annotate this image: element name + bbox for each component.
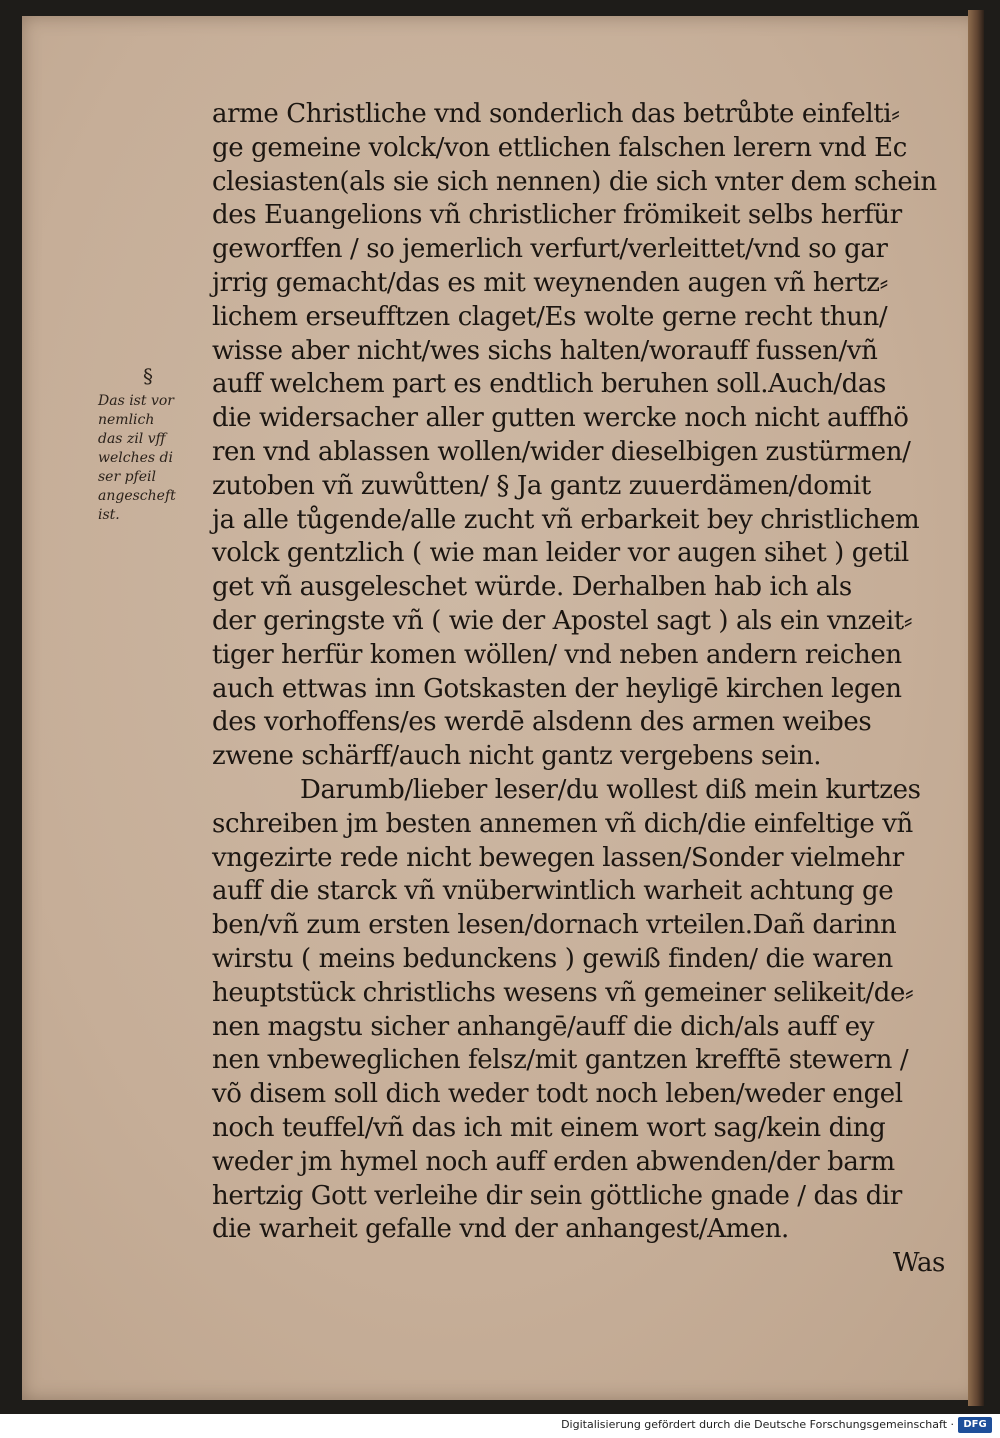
text-line: wirstu ( meins bedunckens ) gewiß finden/ die waren	[212, 943, 893, 974]
text-line: lichem erseufftzen claget/Es wolte gerne recht thun/	[212, 301, 888, 332]
section-sign: §	[143, 364, 153, 388]
text-line: des vorhoffens/es werdē alsdenn des armen weibes	[212, 707, 872, 738]
marginal-note-line: das zil vff	[98, 431, 166, 447]
marginal-note-line: angescheft	[98, 488, 176, 504]
text-line: die widersacher aller gutten wercke noch nicht auffhö	[212, 403, 909, 434]
text-line: auff die starck vñ vnüberwintlich warheit achtung ge	[212, 876, 894, 907]
marginal-note-line: Das ist vor	[98, 393, 174, 409]
text-line: ge gemeine volck/von ettlichen falschen lerern vnd Ec	[212, 132, 907, 163]
text-line: tiger herfür komen wöllen/ vnd neben andern reichen	[212, 639, 902, 670]
text-line: get vñ ausgeleschet würde. Derhalben hab ich als	[212, 572, 852, 603]
text-line: arme Christliche vnd sonderlich das betrůbte einfelti⸗	[212, 99, 900, 129]
text-line: auff welchem part es endtlich beruhen soll.Auch/das	[212, 369, 886, 400]
text-line: weder jm hymel noch auff erden abwenden/der barm	[212, 1146, 895, 1177]
digitization-footer	[0, 1414, 1000, 1438]
text-line: vngezirte rede nicht bewegen lassen/Sonder vielmehr	[212, 842, 904, 873]
text-line: clesiasten(als sie sich nennen) die sich vnter dem schein	[212, 166, 937, 197]
marginal-note-line: ser pfeil	[98, 469, 156, 485]
main-text-block	[212, 98, 947, 1281]
text-line: hertzig Gott verleihe dir sein göttliche gnade / das dir	[212, 1180, 902, 1211]
text-line: der geringste vñ ( wie der Apostel sagt ) als ein vnzeit⸗	[212, 605, 913, 636]
text-line: geworffen / so jemerlich verfurt/verleittet/vnd so gar	[212, 234, 888, 265]
text-line: võ disem soll dich weder todt noch leben/weder engel	[212, 1079, 903, 1110]
marginal-note-line: welches di	[98, 450, 173, 466]
marginal-note-line: nemlich	[98, 412, 155, 428]
text-line: zutoben vñ zuwůtten/ § Ja gantz zuuerdämen/domit	[212, 470, 871, 501]
text-line: des Euangelions vñ christlicher frömikeit selbs herfür	[212, 200, 902, 231]
text-line: ren vnd ablassen wollen/wider dieselbigen zustürmen/	[212, 436, 911, 467]
funding-credit: Digitalisierung gefördert durch die Deutsche Forschungsgemeinschaft ·	[561, 1418, 954, 1431]
marginal-note	[98, 364, 208, 525]
text-line: nen vnbeweglichen felsz/mit gantzen krefftē stewern /	[212, 1045, 909, 1076]
text-line: noch teuffel/vñ das ich mit einem wort sag/kein ding	[212, 1112, 886, 1143]
text-line: nen magstu sicher anhangē/auff die dich/als auff ey	[212, 1011, 875, 1042]
text-line: ja alle tůgende/alle zucht vñ erbarkeit bey christlichem	[212, 504, 920, 535]
catchword: Was	[892, 1248, 945, 1279]
text-line: die warheit gefalle vnd der anhangest/Amen.	[212, 1214, 789, 1245]
text-line: heuptstück christlichs wesens vñ gemeiner selikeit/de⸗	[212, 977, 914, 1008]
text-line: zwene schärff/auch nicht gantz vergebens sein.	[212, 741, 822, 772]
marginal-note-line: ist.	[98, 507, 120, 523]
dfg-logo: DFG	[958, 1417, 992, 1433]
text-line: wisse aber nicht/wes sichs halten/worauff fussen/vñ	[212, 335, 878, 366]
text-line: jrrig gemacht/das es mit weynenden augen vñ hertz⸗	[212, 267, 888, 298]
text-line: volck gentzlich ( wie man leider vor augen sihet ) getil	[212, 538, 909, 569]
text-line: ben/vñ zum ersten lesen/dornach vrteilen.Dañ darinn	[212, 910, 897, 941]
page-edge	[968, 10, 984, 1406]
paragraph-start-line: Darumb/lieber leser/du wollest diß mein kurtzes	[300, 774, 921, 805]
text-line: auch ettwas inn Gotskasten der heyligē kirchen legen	[212, 673, 902, 704]
text-line: schreiben jm besten annemen vñ dich/die einfeltige vñ	[212, 808, 913, 839]
